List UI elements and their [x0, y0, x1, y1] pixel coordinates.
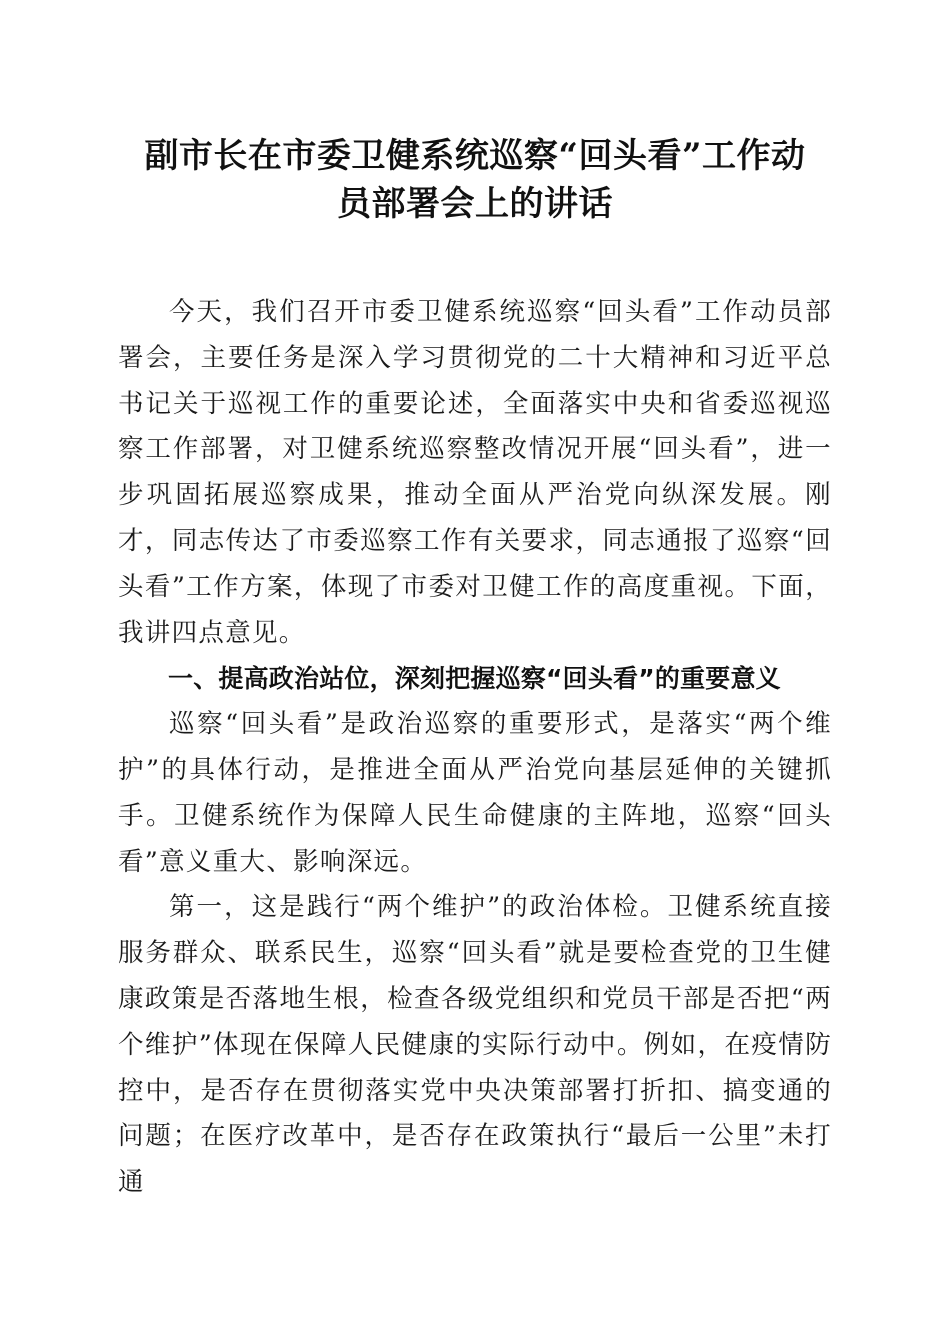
- section-heading-1: 一、提高政治站位，深刻把握巡察“回头看”的重要意义: [168, 664, 781, 694]
- section-1-paragraph: 巡察“回头看”是政治巡察的重要形式，是落实“两个维护”的具体行动，是推进全面从严治党向基层延伸的关键抓手。卫健系统作为保障人民生命健康的主阵地，巡察“回头看”意义重大、影响深远。: [118, 709, 832, 877]
- title-line-2: 员部署会上的讲话: [337, 184, 613, 224]
- point-one-paragraph: 第一，这是践行“两个维护”的政治体检。卫健系统直接服务群众、联系民生，巡察“回头看”就是要检查党的卫生健康政策是否落地生根，检查各级党组织和党员干部是否把“两个维护”体现在保障人民健康的实际行动中。例如，在疫情防控中，是否存在贯彻落实党中央决策部署打折扣、搞变通的问题；在医疗改革中，是否存在政策执行“最后一公里”未打通: [118, 892, 832, 1198]
- intro-paragraph: 今天，我们召开市委卫健系统巡察“回头看”工作动员部署会，主要任务是深入学习贯彻党的二十大精神和习近平总书记关于巡视工作的重要论述，全面落实中央和省委巡视巡察工作部署，对卫健系统巡察整改情况开展“回头看”，进一步巩固拓展巡察成果，推动全面从严治党向纵深发展。刚才，同志传达了市委巡察工作有关要求，同志通报了巡察“回头看”工作方案，体现了市委对卫健工作的高度重视。下面，我讲四点意见。: [118, 297, 832, 648]
- title-line-1: 副市长在市委卫健系统巡察“回头看”工作动: [144, 136, 806, 176]
- document-title: [118, 132, 832, 228]
